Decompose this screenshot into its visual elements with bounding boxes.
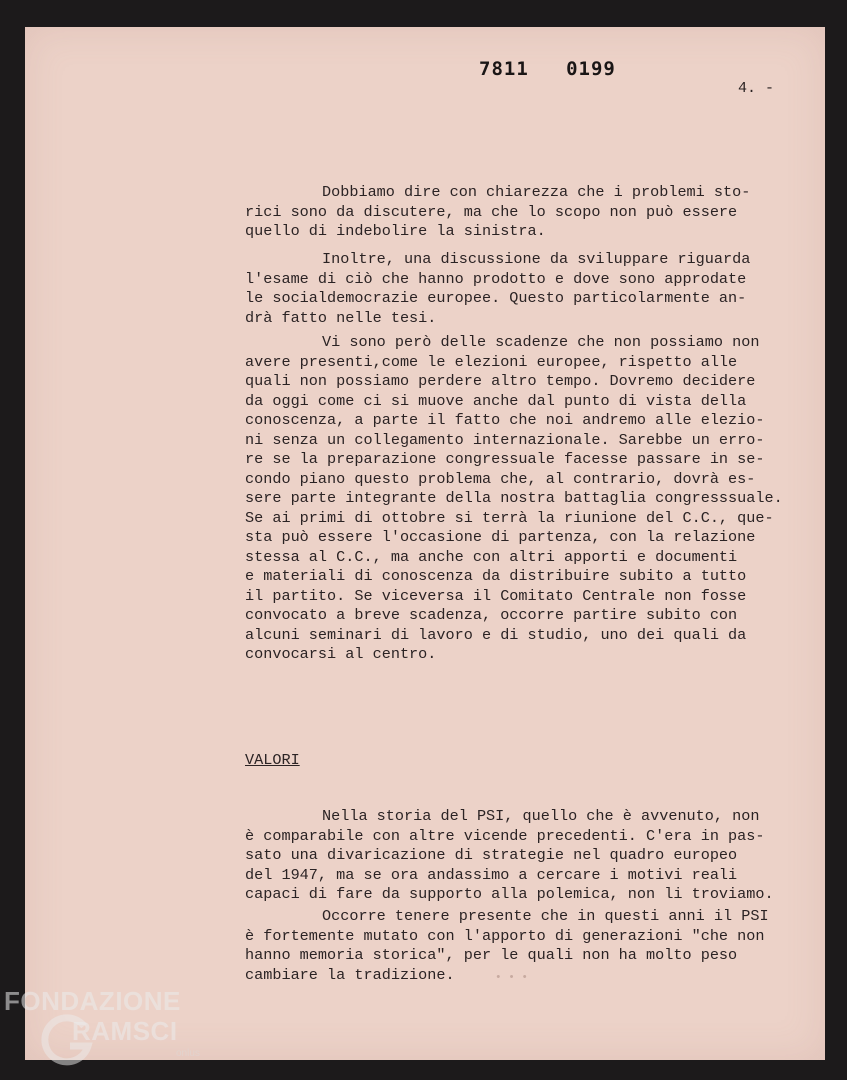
text-line: Dobbiamo dire con chiarezza che i problemi sto-	[322, 183, 751, 201]
text-line: avere presenti,come le elezioni europee, rispetto alle	[245, 352, 738, 371]
text-line: hanno memoria storica", per le quali non ha molto peso	[245, 946, 738, 964]
text-line: è comparabile con altre vicende precedenti. C'era in pas-	[245, 826, 765, 845]
paragraph-1	[245, 183, 805, 242]
text-line: stessa al C.C., ma anche con altri apporti e documenti	[245, 547, 738, 566]
watermark-line-3: onlus	[176, 1048, 200, 1059]
text-line: Inoltre, una discussione da sviluppare riguarda	[322, 250, 751, 268]
text-line: l'esame di ciò che hanno prodotto e dove sono approdate	[245, 269, 747, 288]
text-line: del 1947, ma se ora andassimo a cercare i motivi reali	[245, 865, 738, 884]
text-line: Nella storia del PSI, quello che è avvenuto, non	[322, 807, 760, 825]
text-line: convocato a breve scadenza, occorre partire subito con	[245, 606, 738, 624]
text-line: sere parte integrante della nostra battaglia congresssuale.	[245, 489, 783, 507]
text-line: quali non possiamo perdere altro tempo. Dovremo decidere	[245, 372, 756, 390]
text-line: drà fatto nelle tesi.	[245, 308, 437, 327]
text-line: da oggi come ci si muove anche dal punto di vista della	[245, 391, 747, 410]
watermark-line-1: FONDAZIONE	[4, 986, 181, 1016]
text-line: sato una divaricazione di strategie nel quadro europeo	[245, 846, 738, 864]
page-number: 4. -	[738, 80, 775, 97]
fondazione-gramsci-watermark	[4, 986, 224, 1078]
text-line: convocarsi al centro.	[245, 645, 437, 663]
text-line: il partito. Se viceversa il Comitato Centrale non fosse	[245, 586, 747, 605]
text-line: alcuni seminari di lavoro e di studio, uno dei quali da	[245, 625, 747, 644]
text-line: le socialdemocrazie europee. Questo particolarmente an-	[245, 289, 747, 307]
text-line: è fortemente mutato con l'apporto di generazioni "che non	[245, 926, 765, 945]
text-line: Vi sono però delle scadenze che non possiamo non	[322, 333, 760, 351]
paper-mark: • • •	[495, 972, 529, 984]
text-line: Occorre tenere presente che in questi anni il PSI	[322, 907, 769, 925]
stamp-right: 0199	[566, 58, 616, 80]
text-line: cambiare la tradizione.	[245, 965, 455, 984]
text-line: condo piano questo problema che, al contrario, dovrà es-	[245, 469, 756, 488]
paragraph-4	[245, 807, 805, 905]
text-line: quello di indebolire la sinistra.	[245, 222, 546, 240]
watermark-line-2: RAMSCI	[72, 1016, 178, 1046]
text-line: e materiali di conoscenza da distribuire subito a tutto	[245, 567, 747, 585]
archive-stamp	[479, 58, 616, 80]
paragraph-2	[245, 250, 805, 328]
text-line: capaci di fare da supporto alla polemica, non li troviamo.	[245, 885, 774, 903]
text-line: conoscenza, a parte il fatto che noi andremo alle elezio-	[245, 411, 765, 429]
stamp-left: 7811	[479, 58, 529, 80]
text-line: re se la preparazione congressuale facesse passare in se-	[245, 450, 765, 468]
text-line: Se ai primi di ottobre si terrà la riunione del C.C., que-	[245, 508, 774, 527]
text-line: rici sono da discutere, ma che lo scopo non può essere	[245, 202, 738, 221]
text-line: sta può essere l'occasione di partenza, con la relazione	[245, 528, 756, 546]
section-heading: VALORI	[245, 751, 300, 769]
text-line: ni senza un collegamento internazionale. Sarebbe un erro-	[245, 430, 765, 449]
paragraph-3	[245, 333, 805, 665]
